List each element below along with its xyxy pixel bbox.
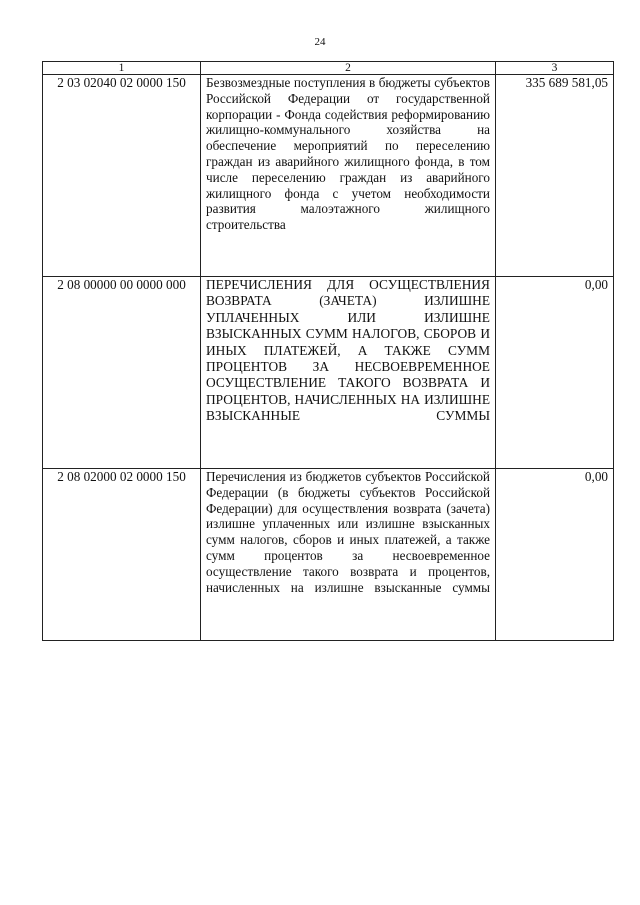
- table-row: [43, 469, 614, 641]
- table-header-row: [43, 62, 614, 75]
- budget-amount: 0,00: [496, 469, 614, 641]
- budget-amount: 0,00: [496, 277, 614, 469]
- table-row: [43, 75, 614, 277]
- budget-amount: 335 689 581,05: [496, 75, 614, 277]
- budget-code: 2 03 02040 02 0000 150: [43, 75, 201, 277]
- budget-description: Безвозмездные поступления в бюджеты субъектов Российской Федерации от государственной корпорации - Фонда содействия реформированию жилищно-коммунального хозяйства на обеспечение мероприятий по переселению граждан из аварийного жилищного фонда, в том числе переселению граждан из аварийного жилищного фонда с учетом необходимости развития малоэтажного жилищного строительства: [201, 75, 496, 277]
- table-row: [43, 277, 614, 469]
- column-header-code: 1: [43, 62, 201, 75]
- page-number: 24: [314, 36, 326, 48]
- column-header-amount: 3: [496, 62, 614, 75]
- budget-description: Перечисления из бюджетов субъектов Российской Федерации (в бюджеты субъектов Российской Федерации) для осуществления возврата (зачета) излишне уплаченных или излишне взысканных сумм налогов, сборов и иных платежей, а также сумм процентов за несвоевременное осуществление такого возврата и процентов, начисленных на излишне взысканные суммы: [201, 469, 496, 641]
- column-header-description: 2: [201, 62, 496, 75]
- budget-code: 2 08 00000 00 0000 000: [43, 277, 201, 469]
- budget-table: [42, 61, 614, 641]
- budget-code: 2 08 02000 02 0000 150: [43, 469, 201, 641]
- budget-description: ПЕРЕЧИСЛЕНИЯ ДЛЯ ОСУЩЕСТВЛЕНИЯ ВОЗВРАТА (ЗАЧЕТА) ИЗЛИШНЕ УПЛАЧЕННЫХ ИЛИ ИЗЛИШНЕ ВЗЫСКАННЫХ СУММ НАЛОГОВ, СБОРОВ И ИНЫХ ПЛАТЕЖЕЙ, А ТАКЖЕ СУММ ПРОЦЕНТОВ ЗА НЕСВОЕВРЕМЕННОЕ ОСУЩЕСТВЛЕНИЕ ТАКОГО ВОЗВРАТА И ПРОЦЕНТОВ, НАЧИСЛЕННЫХ НА ИЗЛИШНЕ ВЗЫСКАННЫЕ СУММЫ: [201, 277, 496, 469]
